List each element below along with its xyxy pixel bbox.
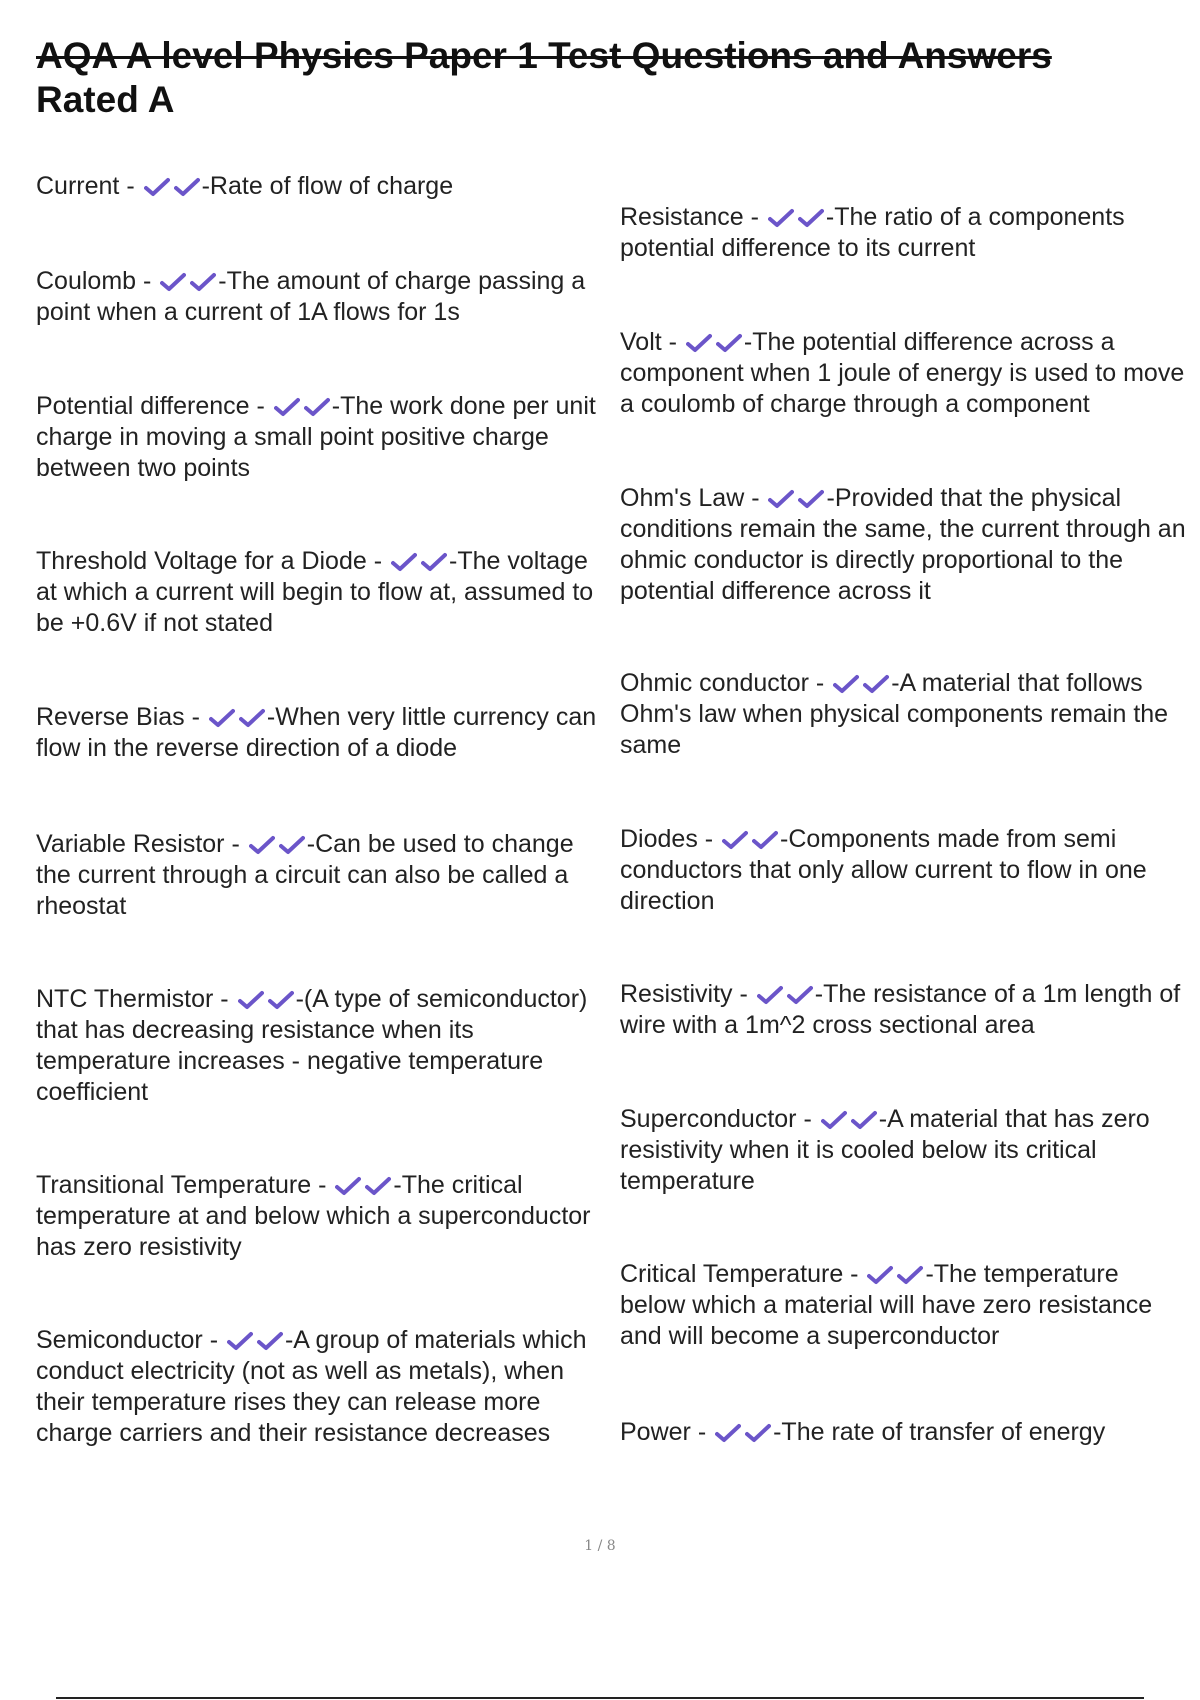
page-indicator: 1 / 8 <box>584 1538 616 1554</box>
checkmark-icon <box>238 990 264 1010</box>
separator: - <box>690 1418 714 1446</box>
checkmark-icon <box>190 272 216 292</box>
bottom-divider <box>56 1697 1144 1699</box>
separator: - <box>136 267 159 295</box>
entry-definition: (A type of semiconductor) that has decreasing resistance when its temperature increases - negative temperature coefficient <box>36 985 588 1106</box>
entry-definition: The temperature below which a material will have zero resistance and will become a superconductor <box>620 1260 1153 1350</box>
entry-definition: The ratio of a components potential difference to its current <box>620 203 1125 262</box>
answer-prefix: - <box>331 392 341 420</box>
checkmark-icon <box>768 489 794 509</box>
flashcard-entry <box>620 668 1190 761</box>
entry-definition: Provided that the physical conditions remain the same, the current through an ohmic conductor is directly proportional to the potential difference across it <box>620 484 1186 605</box>
separator: - <box>743 203 766 231</box>
answer-prefix: - <box>393 1171 402 1199</box>
entry-definition: The potential difference across a component when 1 joule of energy is used to move a coulomb of charge through a component <box>620 328 1185 418</box>
flashcard-entry <box>620 202 1190 264</box>
flashcard-entry <box>620 483 1190 607</box>
entry-definition: The amount of charge passing a point when a current of 1A flows for 1s <box>36 267 586 326</box>
separator: - <box>202 1326 225 1354</box>
checkmark-icon <box>391 552 417 572</box>
entry-definition: The resistance of a 1m length of wire with a 1m^2 cross sectional area <box>620 980 1181 1039</box>
checkmark-icon <box>257 1331 283 1351</box>
title-line-2: Rated A <box>36 79 175 120</box>
checkmark-icon <box>757 985 783 1005</box>
entry-term: Critical Temperature <box>620 1260 844 1288</box>
separator: - <box>119 172 142 200</box>
checkmark-icon <box>335 1176 361 1196</box>
checkmark-icon <box>279 835 305 855</box>
answer-prefix: - <box>201 172 210 200</box>
checkmark-icon <box>715 1423 741 1443</box>
checkmark-icon <box>722 830 748 850</box>
checkmark-icon <box>867 1265 893 1285</box>
entry-definition: Rate of flow of charge <box>209 172 454 200</box>
answer-prefix: - <box>306 830 316 858</box>
separator: - <box>661 328 684 356</box>
entry-term: Diodes <box>620 825 698 853</box>
separator: - <box>808 669 832 697</box>
entry-term: Coulomb <box>36 267 137 295</box>
separator: - <box>697 825 721 853</box>
answer-prefix: - <box>743 328 753 356</box>
separator: - <box>732 980 755 1008</box>
separator: - <box>224 830 247 858</box>
flashcard-entry <box>36 1325 606 1449</box>
checkmark-icon <box>274 397 300 417</box>
checkmark-icon <box>821 1110 847 1130</box>
flashcard-entry <box>36 1170 606 1263</box>
answer-prefix: - <box>825 203 835 231</box>
entry-definition: The work done per unit charge in moving a small point positive charge between two points <box>36 392 596 482</box>
answer-prefix: - <box>284 1326 294 1354</box>
entry-term: Volt <box>620 328 662 356</box>
entry-term: Transitional Temperature <box>36 1171 312 1199</box>
separator: - <box>311 1171 334 1199</box>
flashcard-entry <box>36 171 606 202</box>
flashcard-entry <box>36 546 606 639</box>
separator: - <box>366 547 389 575</box>
answer-prefix: - <box>295 985 304 1013</box>
checkmark-icon <box>239 708 265 728</box>
entry-definition: The critical temperature at and below which a superconductor has zero resistivity <box>36 1171 591 1261</box>
checkmark-icon <box>268 990 294 1010</box>
answer-prefix: - <box>773 1418 782 1446</box>
checkmark-icon <box>752 830 778 850</box>
entry-definition: A material that has zero resistivity when it is cooled below its critical temperature <box>620 1105 1150 1195</box>
entry-term: Threshold Voltage for a Diode <box>36 547 367 575</box>
checkmark-icon <box>227 1331 253 1351</box>
answer-prefix: - <box>266 703 276 731</box>
entry-term: Resistivity <box>620 980 733 1008</box>
document-title <box>36 34 1166 122</box>
checkmark-icon <box>421 552 447 572</box>
checkmark-icon <box>787 985 813 1005</box>
entry-definition: The rate of transfer of energy <box>781 1418 1106 1446</box>
checkmark-icon <box>304 397 330 417</box>
entry-term: Current <box>36 172 120 200</box>
checkmark-icon <box>833 674 859 694</box>
separator: - <box>249 392 272 420</box>
answer-prefix: - <box>218 267 227 295</box>
entry-definition: When very little currency can flow in the reverse direction of a diode <box>36 703 597 762</box>
title-line-1: AQA A level Physics Paper 1 Test Questions and Answers <box>36 35 1052 76</box>
flashcard-entry <box>620 1259 1190 1352</box>
entry-term: Power <box>620 1418 691 1446</box>
separator: - <box>843 1260 866 1288</box>
checkmark-icon <box>249 835 275 855</box>
answer-prefix: - <box>814 980 824 1008</box>
answer-prefix: - <box>925 1260 934 1288</box>
entry-term: Reverse Bias <box>36 703 185 731</box>
flashcard-entry <box>36 266 606 328</box>
entry-term: Semiconductor <box>36 1326 203 1354</box>
flashcard-entry <box>36 391 606 484</box>
checkmark-icon <box>745 1423 771 1443</box>
flashcard-entry <box>620 327 1190 420</box>
answer-prefix: - <box>826 484 835 512</box>
separator: - <box>213 985 236 1013</box>
flashcard-entry <box>36 702 606 764</box>
entry-term: Resistance <box>620 203 744 231</box>
entry-term: Superconductor <box>620 1105 797 1133</box>
separator: - <box>184 703 207 731</box>
flashcard-entry <box>620 1104 1190 1197</box>
separator: - <box>744 484 767 512</box>
entry-term: Ohmic conductor <box>620 669 809 697</box>
answer-prefix: - <box>891 669 900 697</box>
flashcard-entry <box>620 979 1190 1041</box>
checkmark-icon <box>144 177 170 197</box>
answer-prefix: - <box>448 547 458 575</box>
flashcard-entry <box>36 984 606 1108</box>
entry-definition: Components made from semi conductors that only allow current to flow in one direction <box>620 825 1147 915</box>
entry-term: Variable Resistor <box>36 830 225 858</box>
flashcard-entry <box>620 1417 1190 1448</box>
answer-prefix: - <box>878 1105 888 1133</box>
entry-definition: The voltage at which a current will begin to flow at, assumed to be +0.6V if not stated <box>36 547 594 637</box>
entry-definition: A group of materials which conduct electricity (not as well as metals), when their temperature rises they can release more charge carriers and their resistance decreases <box>36 1326 587 1447</box>
checkmark-icon <box>863 674 889 694</box>
checkmark-icon <box>686 333 712 353</box>
checkmark-icon <box>365 1176 391 1196</box>
entry-definition: Can be used to change the current through a circuit can also be called a rheostat <box>36 830 574 920</box>
checkmark-icon <box>209 708 235 728</box>
checkmark-icon <box>174 177 200 197</box>
entry-definition: A material that follows Ohm's law when physical components remain the same <box>620 669 1169 759</box>
checkmark-icon <box>851 1110 877 1130</box>
entry-term: Ohm's Law <box>620 484 745 512</box>
entry-term: Potential difference <box>36 392 250 420</box>
answer-prefix: - <box>780 825 789 853</box>
entry-term: NTC Thermistor <box>36 985 214 1013</box>
separator: - <box>796 1105 819 1133</box>
checkmark-icon <box>798 208 824 228</box>
checkmark-icon <box>716 333 742 353</box>
checkmark-icon <box>160 272 186 292</box>
checkmark-icon <box>897 1265 923 1285</box>
checkmark-icon <box>768 208 794 228</box>
checkmark-icon <box>798 489 824 509</box>
flashcard-entry <box>36 829 606 922</box>
flashcard-entry <box>620 824 1190 917</box>
